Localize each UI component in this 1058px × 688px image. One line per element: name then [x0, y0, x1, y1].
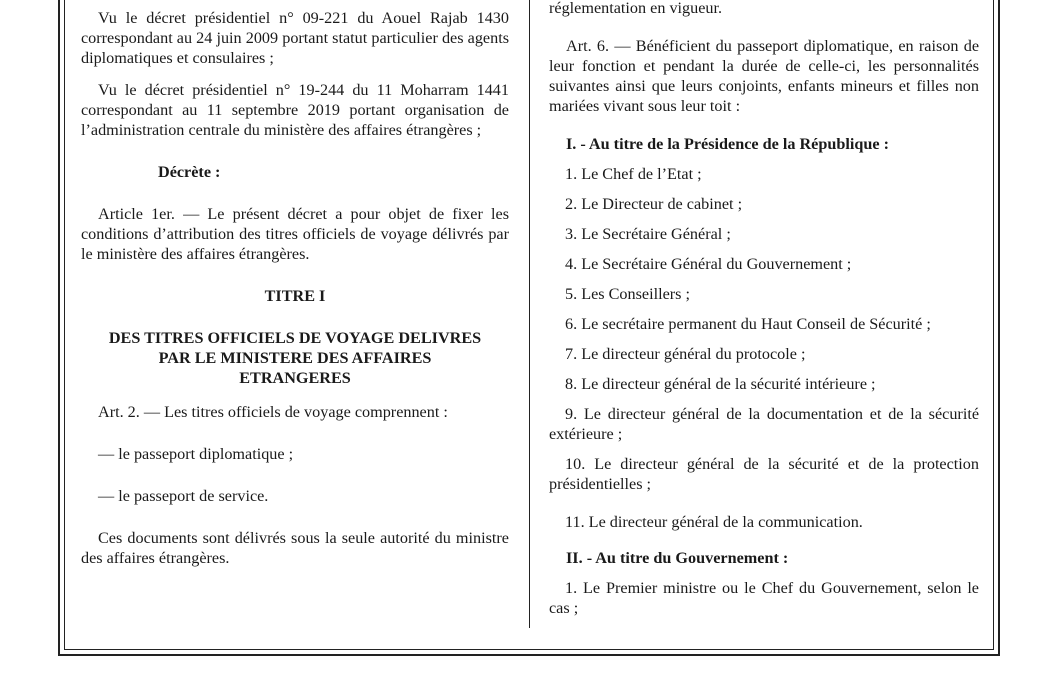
list-item: 10. Le directeur général de la sécurité et de la protection présidentielles ; — [549, 455, 979, 493]
list-item: 2. Le Directeur de cabinet ; — [565, 195, 743, 213]
decrete-heading: Décrète : — [158, 163, 221, 181]
titre-subheading-line-1: DES TITRES OFFICIELS DE VOYAGE DELIVRES — [108, 329, 482, 347]
titre-subheading — [81, 328, 509, 388]
section-gouvernement-heading: II. - Au titre du Gouvernement : — [566, 549, 789, 567]
para-decret-09-221: Vu le décret présidentiel n° 09-221 du Aouel Rajab 1430 correspondant au 24 juin 2009 portant statut particulier des agents diplomatiques et consulaires ; — [81, 9, 509, 67]
list-item: 7. Le directeur général du protocole ; — [565, 345, 806, 363]
left-column — [81, 8, 509, 568]
list-item: 8. Le directeur général de la sécurité intérieure ; — [565, 375, 876, 393]
presidence-list — [549, 164, 979, 532]
list-item: 5. Les Conseillers ; — [565, 285, 690, 303]
documents-delivres: Ces documents sont délivrés sous la seule autorité du ministre des affaires étrangères. — [81, 529, 509, 567]
list-item: 3. Le Secrétaire Général ; — [565, 225, 731, 243]
titre-subheading-line-2: PAR LE MINISTERE DES AFFAIRES — [158, 349, 432, 367]
list-item: 6. Le secrétaire permanent du Haut Conseil de Sécurité ; — [565, 315, 931, 333]
reglementation-line: réglementation en vigueur. — [549, 0, 723, 17]
list-item: 11. Le directeur général de la communication. — [565, 513, 863, 531]
article-6: Art. 6. — Bénéficient du passeport diplomatique, en raison de leur fonction et pendant la durée de celle-ci, les personnalités suivantes ainsi que leurs conjoints, enfants mineurs et filles non mariées vivant sous leur toit : — [549, 37, 979, 115]
item-passeport-diplomatique: — le passeport diplomatique ; — [98, 445, 294, 463]
titre-subheading-line-3: ETRANGERES — [239, 369, 351, 387]
list-item: 1. Le Chef de l’Etat ; — [565, 165, 702, 183]
article-1: Article 1er. — Le présent décret a pour objet de fixer les conditions d’attribution des titres officiels de voyage délivrés par le ministère des affaires étrangères. — [81, 205, 509, 263]
para-decret-19-244: Vu le décret présidentiel n° 19-244 du 11 Moharram 1441 correspondant au 11 septembre 2019 portant organisation de l’administration centrale du ministère des affaires étrangères ; — [81, 81, 509, 139]
article-2: Art. 2. — Les titres officiels de voyage comprennent : — [98, 403, 448, 421]
section-presidence-heading: I. - Au titre de la Présidence de la République : — [566, 135, 889, 153]
right-column — [549, 0, 979, 618]
item-passeport-service: — le passeport de service. — [98, 487, 269, 505]
gouvernement-list — [549, 578, 979, 618]
list-item: 9. Le directeur général de la documentation et de la sécurité extérieure ; — [549, 405, 979, 443]
list-item: 4. Le Secrétaire Général du Gouvernement ; — [565, 255, 852, 273]
titre-heading: TITRE I — [264, 287, 326, 305]
list-item: 1. Le Premier ministre ou le Chef du Gouvernement, selon le cas ; — [549, 579, 979, 617]
column-divider — [529, 0, 530, 628]
